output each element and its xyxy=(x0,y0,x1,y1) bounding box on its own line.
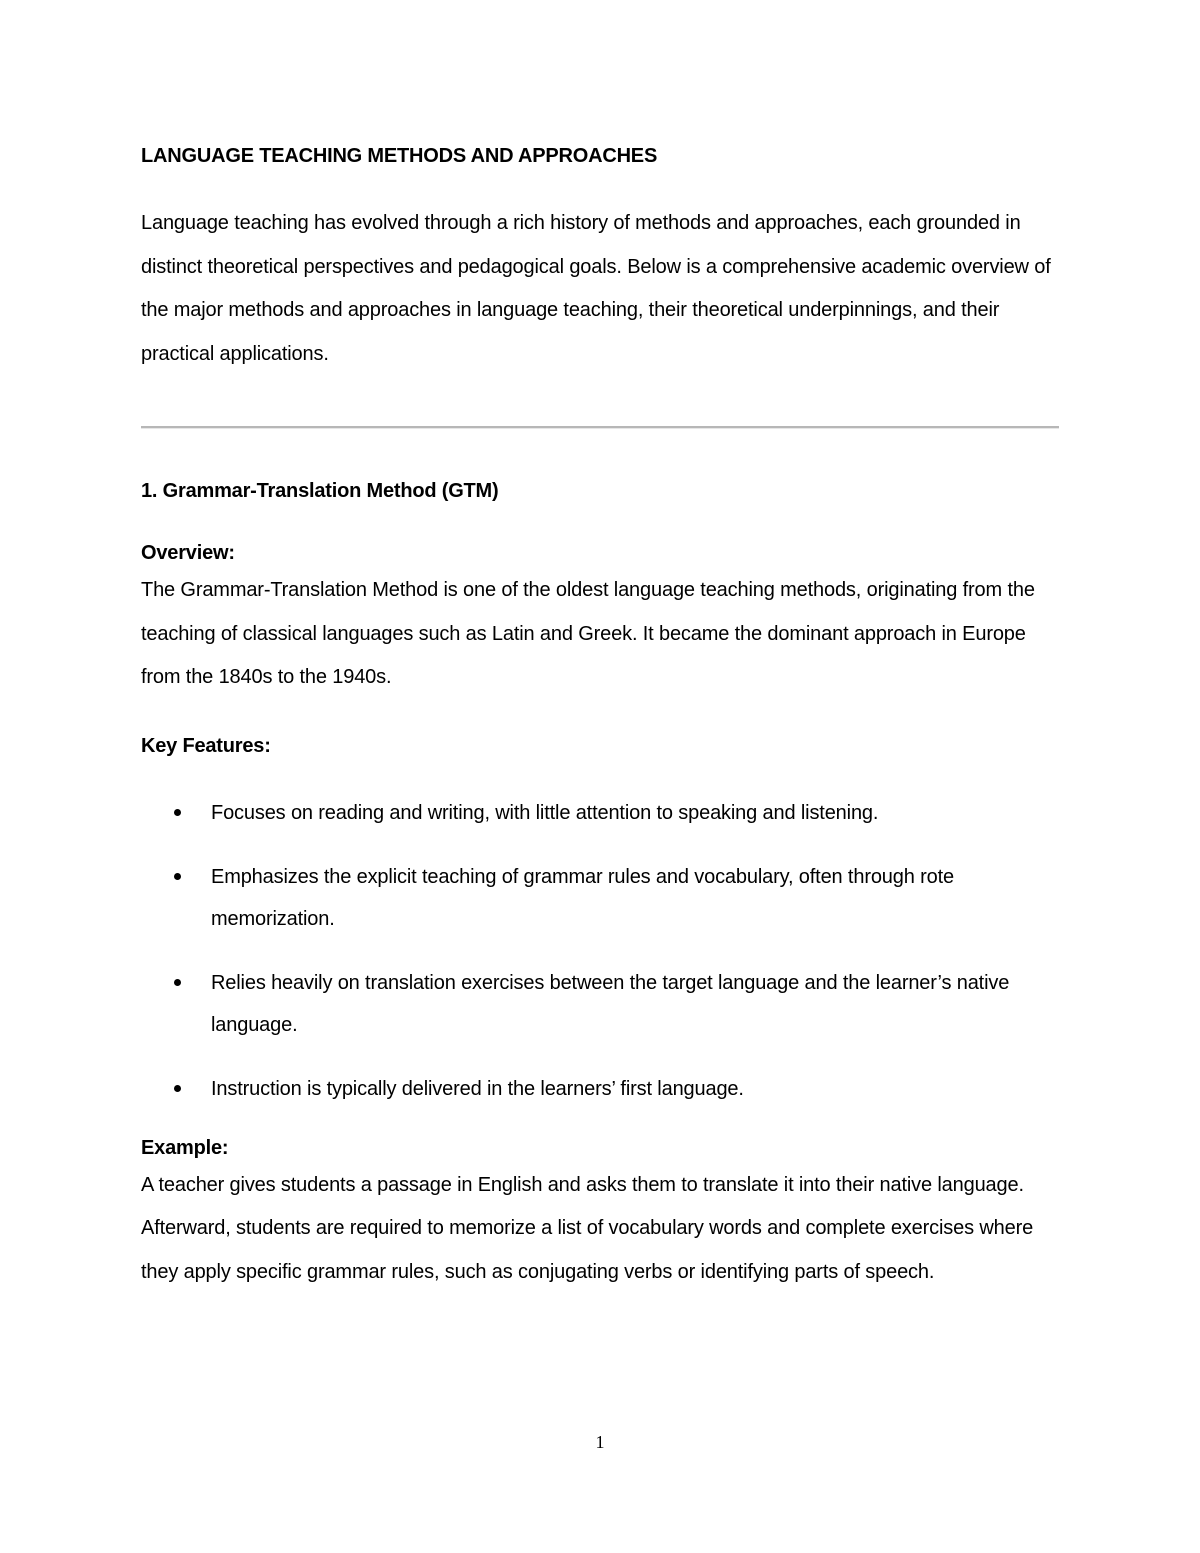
list-item xyxy=(141,1068,1059,1110)
horizontal-rule xyxy=(141,426,1059,429)
list-item xyxy=(141,792,1059,834)
page-content xyxy=(141,140,1059,1294)
example-label: Example: xyxy=(141,1136,229,1159)
intro-paragraph: Language teaching has evolved through a rich history of methods and approaches, each grounded in distinct theoretical perspectives and pedagogical goals. Below is a comprehensive academic overview of the major methods and approaches in language teaching, their theoretical underpinnings, and their practical applications. xyxy=(141,212,1051,365)
list-item-text: Focuses on reading and writing, with little attention to speaking and listening. xyxy=(211,801,879,824)
key-features-list xyxy=(141,792,1059,1110)
overview-paragraph: The Grammar-Translation Method is one of the oldest language teaching methods, originating from the teaching of classical languages such as Latin and Greek. It became the dominant approach in Europe from the 1840s to the 1940s. xyxy=(141,579,1035,688)
list-item xyxy=(141,962,1059,1046)
example-paragraph: A teacher gives students a passage in English and asks them to translate it into their native language. Afterward, students are required to memorize a list of vocabulary words and complete exercises where they apply specific grammar rules, such as conjugating verbs or identifying parts of speech. xyxy=(141,1173,1034,1283)
section-heading: 1. Grammar-Translation Method (GTM) xyxy=(141,480,499,502)
key-features-block xyxy=(141,730,1059,1110)
document-title: LANGUAGE TEACHING METHODS AND APPROACHES xyxy=(141,145,658,167)
list-item-text: Relies heavily on translation exercises between the target language and the learner’s native language. xyxy=(211,971,1010,1036)
bullet-icon xyxy=(174,809,181,816)
bullet-icon xyxy=(174,1085,181,1092)
example-block xyxy=(141,1132,1059,1295)
page-number: 1 xyxy=(595,1432,605,1452)
bullet-icon xyxy=(174,979,181,986)
list-item xyxy=(141,856,1059,940)
list-item-text: Instruction is typically delivered in the learners’ first language. xyxy=(211,1077,744,1100)
bullet-icon xyxy=(174,873,181,880)
list-item-text: Emphasizes the explicit teaching of grammar rules and vocabulary, often through rote memorization. xyxy=(211,865,954,930)
overview-block xyxy=(141,537,1059,700)
overview-label: Overview: xyxy=(141,542,235,564)
key-features-label: Key Features: xyxy=(141,734,271,757)
